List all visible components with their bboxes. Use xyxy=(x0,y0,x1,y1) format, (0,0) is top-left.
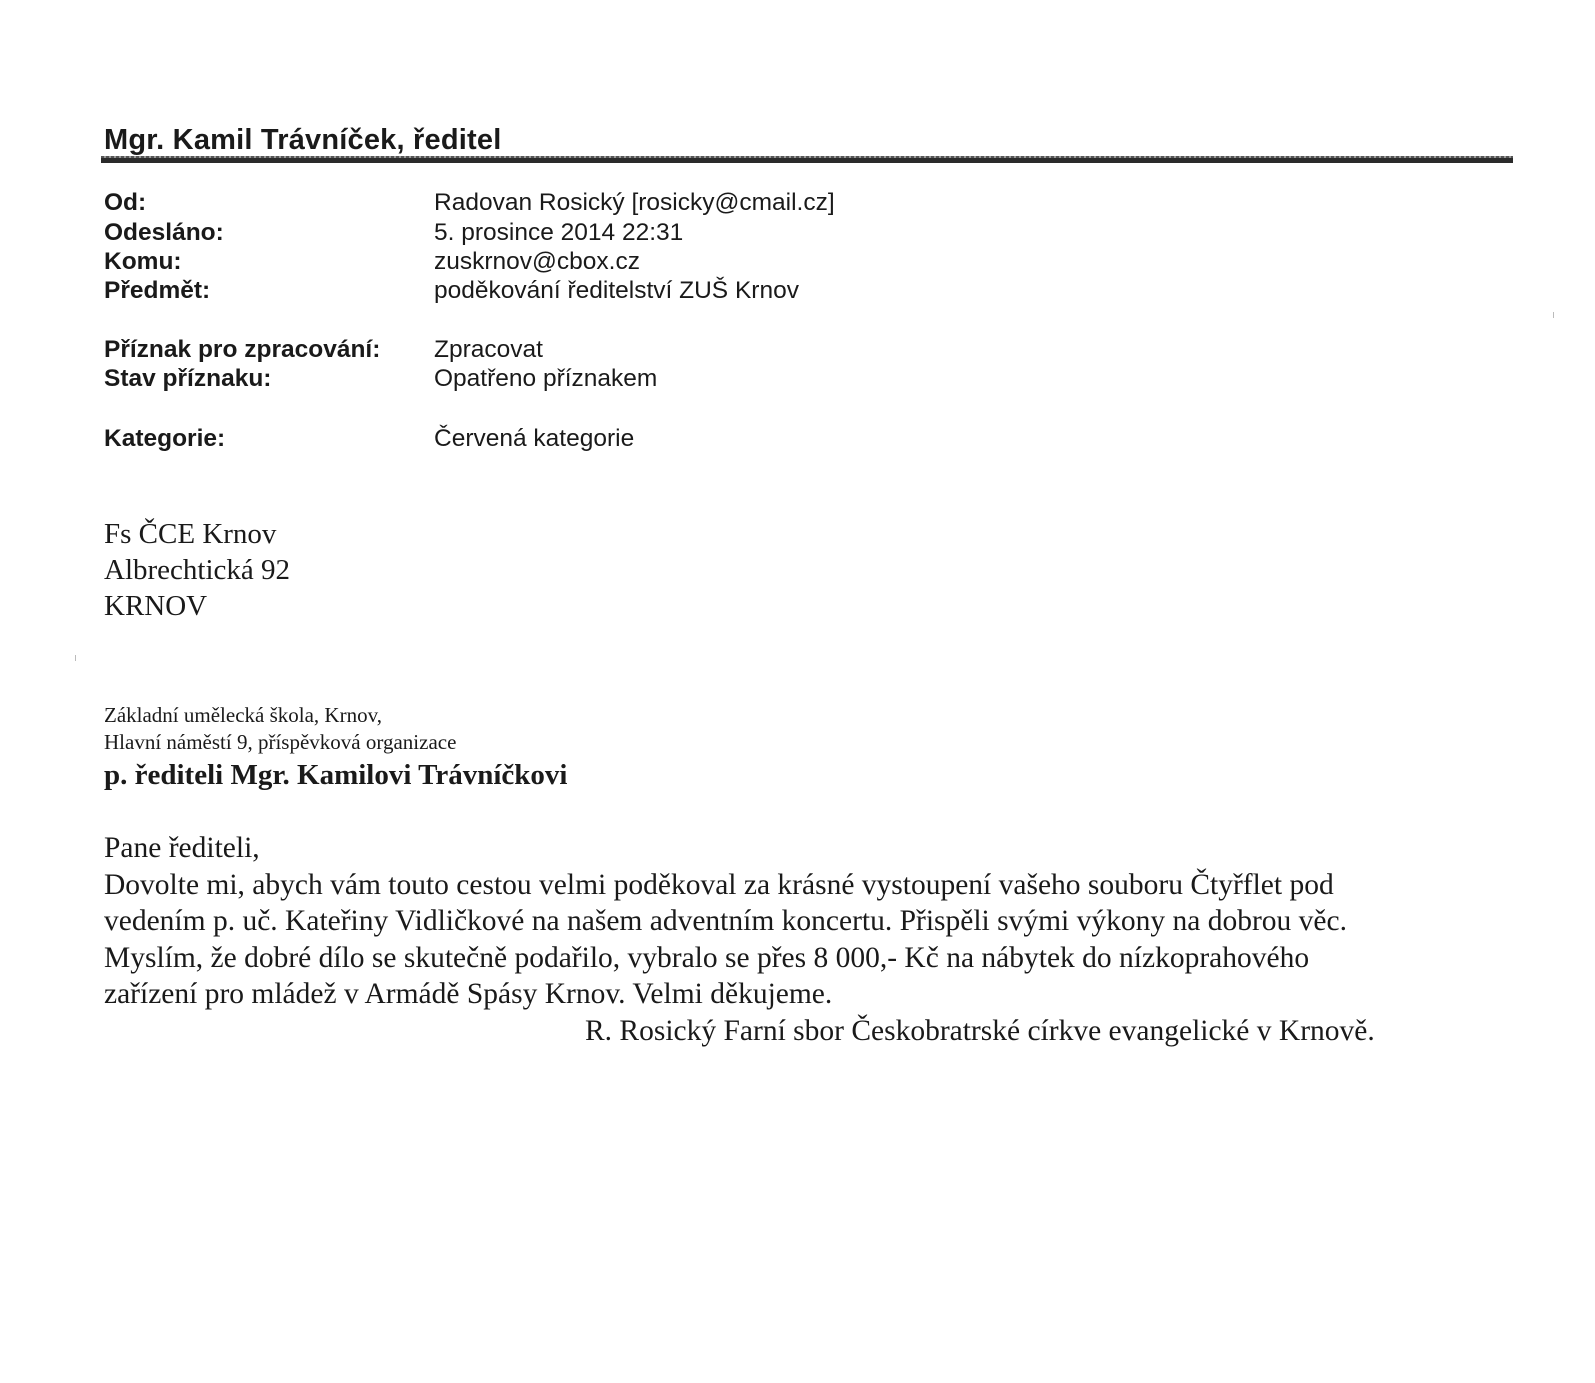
sender-address-line: Albrechtická 92 xyxy=(104,554,291,586)
letter-line: vedením p. uč. Kateřiny Vidličkové na našem adventním koncertu. Přispěli svými výkony na dobrou věc. xyxy=(104,905,1347,937)
sender-address-line: KRNOV xyxy=(104,590,208,622)
recipient-line: Hlavní náměstí 9, příspěvková organizace xyxy=(104,730,457,754)
field-value: zuskrnov@cbox.cz xyxy=(434,248,640,275)
field-label: Od: xyxy=(104,189,147,216)
field-label: Příznak pro zpracování: xyxy=(104,336,381,363)
field-label: Komu: xyxy=(104,248,182,275)
sender-address-line: Fs ČCE Krnov xyxy=(104,518,277,550)
page-title: Mgr. Kamil Trávníček, ředitel xyxy=(104,124,502,156)
letter-line: zařízení pro mládež v Armádě Spásy Krnov. Velmi děkujeme. xyxy=(104,978,833,1010)
scan-mark xyxy=(75,655,76,661)
field-value: Radovan Rosický [rosicky@cmail.cz] xyxy=(434,189,835,216)
recipient-name: p. řediteli Mgr. Kamilovi Trávníčkovi xyxy=(104,759,568,791)
field-label: Odesláno: xyxy=(104,219,224,246)
recipient-line: Základní umělecká škola, Krnov, xyxy=(104,703,382,727)
letter-salutation: Pane řediteli, xyxy=(104,832,260,864)
letter-line: Dovolte mi, abych vám touto cestou velmi poděkoval za krásné vystoupení vašeho souboru Čtyřflet pod xyxy=(104,869,1334,901)
scan-mark xyxy=(1553,312,1554,318)
field-value: 5. prosince 2014 22:31 xyxy=(434,219,684,246)
field-value: Zpracovat xyxy=(434,336,543,363)
field-label: Kategorie: xyxy=(104,425,226,452)
field-label: Stav příznaku: xyxy=(104,365,272,392)
field-value: poděkování ředitelství ZUŠ Krnov xyxy=(434,277,799,304)
letter-line: Myslím, že dobré dílo se skutečně podařilo, vybralo se přes 8 000,- Kč na nábytek do nízkoprahového xyxy=(104,942,1310,974)
title-underline-texture xyxy=(101,156,1513,158)
field-label: Předmět: xyxy=(104,277,211,304)
letter-signature: R. Rosický Farní sbor Českobratrské církve evangelické v Krnově. xyxy=(585,1015,1375,1047)
field-value: Opatřeno příznakem xyxy=(434,365,658,392)
field-value: Červená kategorie xyxy=(434,425,635,452)
